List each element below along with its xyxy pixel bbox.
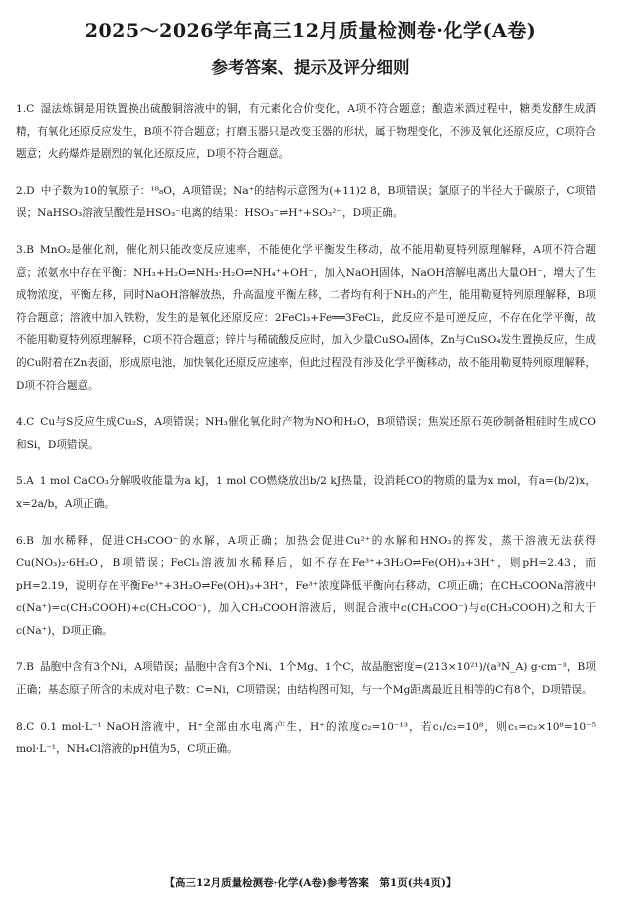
answer-item-2 <box>16 180 596 225</box>
answer-item-5 <box>16 470 596 515</box>
page-title: 2025～2026学年高三12月质量检测卷·化学(A卷) <box>84 20 537 42</box>
answer-text: 晶胞中含有3个Ni，A项错误；晶胞中含有3个Ni、1个Mg、1个C，故晶胞密度=(213×10²¹)/(a³N_A) g·cm⁻³，B项正确；基态原子所含的未成对电子数：C=Ni，C项错误；由结构图可知，与一个Mg距离最近且相等的C有8个，D项错误。 <box>16 661 596 697</box>
page-subtitle: 参考答案、提示及评分细则 <box>211 58 410 77</box>
answer-number: 5.A <box>16 475 34 488</box>
answer-text: 中子数为10的氧原子：¹⁸₈O，A项错误；Na⁺的结构示意图为(+11)2 8，B项错误；氯原子的半径大于碳原子，C项错误；NaHSO₃溶液呈酸性是HSO₃⁻电离的结果：HSO₃⁻⇌H⁺+SO₃²⁻，D项正确。 <box>16 184 596 220</box>
page-footer: 【高三12月质量检测卷·化学(A卷)参考答案 第1页(共4页)】 <box>164 877 457 889</box>
answer-item-7 <box>16 656 596 701</box>
answer-text: Cu与S反应生成Cu₂S，A项错误；NH₃催化氧化时产物为NO和H₂O，B项错误；焦炭还原石英砂制备粗硅时生成CO和Si，D项错误。 <box>16 416 596 451</box>
answer-number: 8.C <box>16 720 35 733</box>
answer-number: 7.B <box>16 661 34 674</box>
answer-text: 加水稀释，促进CH₃COO⁻的水解，A项正确；加热会促进Cu²⁺的水解和HNO₃的挥发，蒸干溶液无法获得Cu(NO₃)₂·6H₂O，B项错误；FeCl₃溶液加水稀释后，如不存在Fe³⁺+3H₂O⇌Fe(OH)₃+3H⁺，则pH=2.43，而pH=2.19，说明存在平衡Fe³⁺+3H₂O⇌Fe(OH)₃+3H⁺，Fe³⁺浓度降低平衡向右移动，C项正确；在CH₃COONa溶液中c(Na⁺)=c(CH₃COOH)+c(CH₃COO⁻)，加入CH₃COOH溶液后，则混合液中c(CH₃COO⁻)与c(CH₃COOH)之和大于c(Na⁺)，D项正确。 <box>16 534 596 637</box>
answer-item-1 <box>16 98 596 166</box>
answer-number: 6.B <box>16 534 34 547</box>
answer-number: 2.D <box>16 184 35 197</box>
answer-text: MnO₂是催化剂，催化剂只能改变反应速率，不能使化学平衡发生移动，故不能用勒夏特列原理解释，A项不符合题意；浓氨水中存在平衡：NH₃+H₂O⇌NH₃·H₂O⇌NH₄⁺+OH⁻，加入NaOH固体，NaOH溶解电离出大量OH⁻，增大了生成物浓度，平衡左移，同时NaOH溶解放热，升高温度平衡左移，二者均有利于NH₃的产生，能用勒夏特列原理解释，B项符合题意；溶液中加入铁粉，发生的是氧化还原反应：2FeCl₃+Fe══3FeCl₂，此反应不是可逆反应，不存在化学平衡，故不能用勒夏特列原理解释，C项不符合题意；锌片与稀硫酸反应时，加入少量CuSO₄固体，Zn与CuSO₄发生置换反应，生成的Cu附着在Zn表面，形成原电池，加快氧化还原反应速率，但此过程没有涉及化学平衡移动，故不能用勒夏特列原理解释，D项不符合题意。 <box>16 243 596 392</box>
answer-item-4 <box>16 411 596 456</box>
answer-item-8 <box>16 716 596 761</box>
answer-number: 3.B <box>16 243 34 256</box>
answer-text: 0.1 mol·L⁻¹ NaOH溶液中，H⁺全部由水电离产生，H⁺的浓度c₂=10⁻¹³，若c₁/c₂=10⁸，则c₁=c₂×10⁸=10⁻⁵ mol·L⁻¹，NH₄Cl溶液的pH值为5，C项正确。 <box>16 720 596 756</box>
answer-text: 湿法炼铜是用铁置换出硫酸铜溶液中的铜，有元素化合价变化，A项不符合题意；酿造米酒过程中，糖类发酵生成酒精，有氧化还原反应发生，B项不符合题意；打磨玉器只是改变玉器的形状，属于物理变化，不涉及氧化还原反应，C项符合题意；火药爆炸是剧烈的氧化还原反应，D项不符合题意。 <box>16 103 596 161</box>
answer-item-3 <box>16 239 596 397</box>
answer-list <box>16 98 596 775</box>
answer-number: 1.C <box>16 103 35 115</box>
answer-number: 4.C <box>16 416 35 429</box>
answer-text: 1 mol CaCO₃分解吸收能量为a kJ，1 mol CO燃烧放出b/2 kJ热量，设消耗CO的物质的量为x mol，有a=(b/2)x，x=2a/b，A项正确。 <box>16 475 596 510</box>
answer-item-6 <box>16 530 596 643</box>
